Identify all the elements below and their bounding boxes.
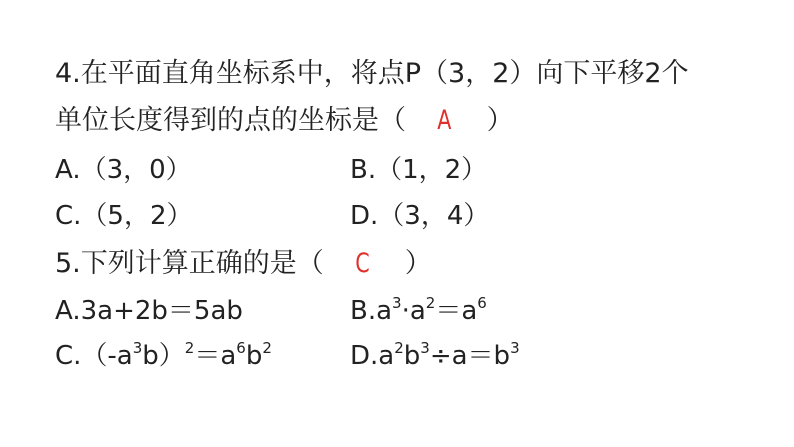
question-5-answer: C	[355, 248, 370, 279]
question-4-answer: A	[437, 105, 452, 136]
question-4-line-1: 4.在平面直角坐标系中，将点P（3，2）向下平移2个	[55, 58, 689, 89]
option-b-exp-2: 2	[425, 294, 436, 312]
option-d-part-1: D.a	[350, 341, 395, 371]
option-d-exp-1: 2	[394, 339, 404, 357]
question-5-line-1	[55, 250, 432, 277]
option-c-exp-1: 3	[132, 339, 143, 357]
option-c-exp-2: 2	[184, 339, 195, 357]
option-b-exp-1: 3	[392, 294, 402, 312]
option-d-part-2: b	[403, 341, 421, 371]
option-c-part-1: C.（-a	[55, 341, 133, 371]
question-4-option-c: C.（5，2）	[55, 201, 193, 231]
question-4-option-a: A.（3，0）	[55, 155, 192, 185]
option-b-part-3: ＝a	[435, 296, 478, 326]
option-c-part-4: b	[245, 341, 263, 371]
option-d-part-3: ÷a＝b	[429, 341, 511, 371]
option-b-part-1: B.a	[350, 296, 393, 326]
question-5-option-c	[55, 339, 272, 371]
option-c-exp-3: 6	[236, 339, 246, 357]
question-5-close-paren: ）	[404, 248, 432, 279]
question-5-option-a: A.3a+2b＝5ab	[55, 296, 243, 326]
question-5-option-d	[350, 339, 520, 371]
option-c-exp-4: 2	[262, 339, 272, 357]
option-d-exp-3: 3	[510, 339, 520, 357]
question-4-close-paren: ）	[486, 105, 514, 136]
option-c-part-3: ＝a	[194, 341, 237, 371]
option-d-exp-2: 3	[420, 339, 430, 357]
question-4-line-2-text: 单位长度得到的点的坐标是（	[55, 105, 406, 136]
option-b-exp-3: 6	[477, 294, 487, 312]
question-5-option-b	[350, 294, 487, 326]
option-c-part-2: b）	[142, 341, 185, 371]
question-4-option-d: D.（3，4）	[350, 201, 490, 231]
question-4-line-2	[55, 107, 514, 134]
option-b-part-2: ·a	[401, 296, 426, 326]
question-5-line-1-text: 5.下列计算正确的是（	[55, 248, 324, 279]
question-4-option-b: B.（1，2）	[350, 155, 488, 185]
